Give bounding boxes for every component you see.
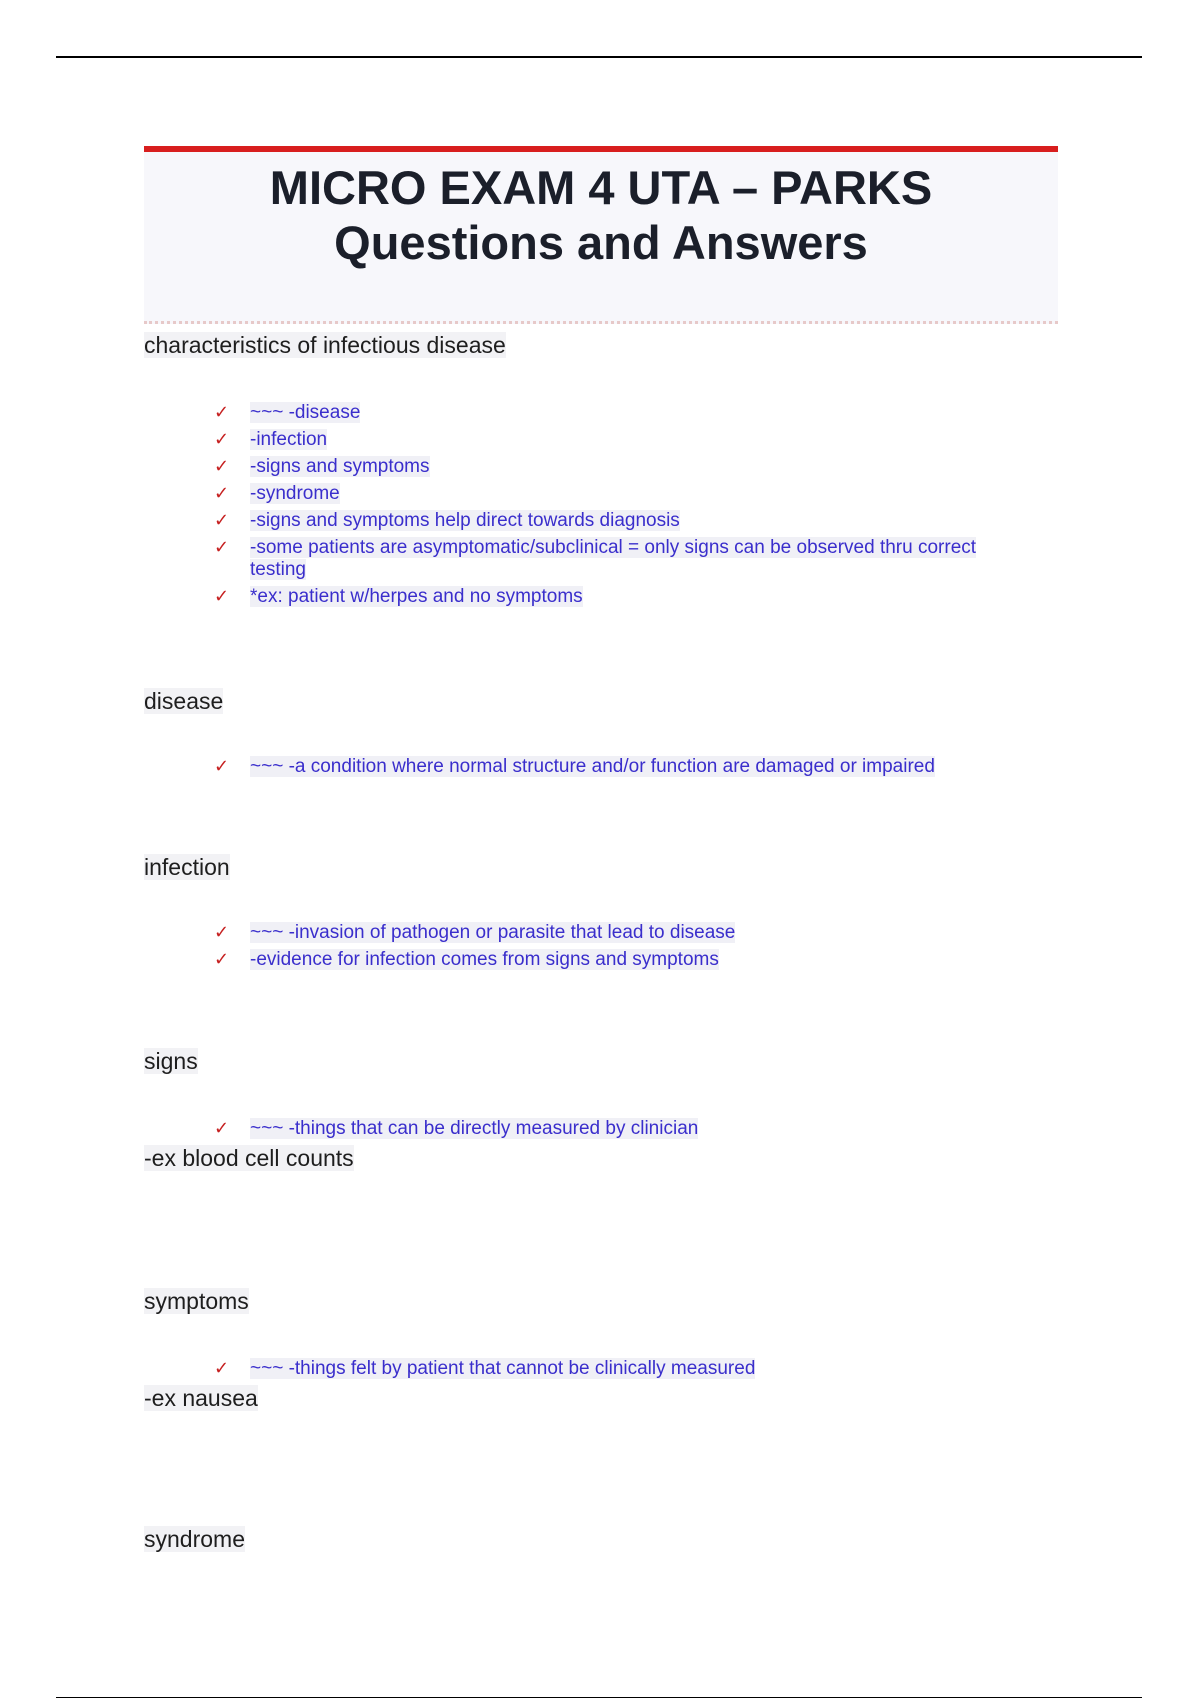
dotted-divider <box>144 321 1058 324</box>
document-title <box>144 160 1058 270</box>
question-term: disease <box>144 688 224 714</box>
qa-section <box>144 1286 1064 1411</box>
checkmark-icon: ✓ <box>214 586 230 607</box>
checkmark-icon: ✓ <box>214 922 230 943</box>
bottom-rule <box>56 1697 1142 1698</box>
answer-item: ✓ ~~~ -invasion of pathogen or parasite that lead to disease <box>214 922 736 943</box>
answer-item: ✓ ~~~ -things felt by patient that cannot be clinically measured <box>214 1358 756 1379</box>
answer-list <box>214 922 1024 976</box>
answer-item: ✓ -infection <box>214 429 328 450</box>
answer-item: ✓ -syndrome <box>214 483 340 504</box>
question-term: characteristics of infectious disease <box>144 332 506 358</box>
answer-list <box>214 1358 1024 1385</box>
checkmark-icon: ✓ <box>214 402 230 423</box>
checkmark-icon: ✓ <box>214 949 230 970</box>
checkmark-icon: ✓ <box>214 510 230 531</box>
answer-note: -ex nausea <box>144 1385 258 1411</box>
title-line-1: MICRO EXAM 4 UTA – PARKS <box>269 161 933 214</box>
question-term: syndrome <box>144 1526 245 1552</box>
question-term: signs <box>144 1048 198 1074</box>
qa-section <box>144 686 1064 777</box>
answer-item: ✓ ~~~ -disease <box>214 402 361 423</box>
answer-item: ✓ *ex: patient w/herpes and no symptoms <box>214 586 583 607</box>
checkmark-icon: ✓ <box>214 456 230 477</box>
answer-note: -ex blood cell counts <box>144 1145 354 1171</box>
answer-list <box>214 756 1024 783</box>
answer-item: ✓ ~~~ -things that can be directly measured by clinician <box>214 1118 699 1139</box>
answer-item: ✓ -evidence for infection comes from signs and symptoms <box>214 949 719 970</box>
question-term: symptoms <box>144 1288 249 1314</box>
checkmark-icon: ✓ <box>214 1118 230 1139</box>
answer-item: ✓ -signs and symptoms help direct towards diagnosis <box>214 510 680 531</box>
qa-section <box>144 1524 1064 1554</box>
question-term: infection <box>144 854 230 880</box>
answer-item: ✓ -some patients are asymptomatic/subclinical = only signs can be observed thru correct testing <box>214 537 977 580</box>
qa-section <box>144 330 1064 607</box>
answer-list <box>214 1118 1024 1145</box>
qa-section <box>144 852 1064 970</box>
document-header <box>144 146 1058 324</box>
qa-section <box>144 1046 1064 1171</box>
top-rule <box>56 56 1142 58</box>
title-line-2: Questions and Answers <box>334 216 868 269</box>
answer-item: ✓ ~~~ -a condition where normal structure and/or function are damaged or impaired <box>214 756 935 777</box>
checkmark-icon: ✓ <box>214 429 230 450</box>
answer-item: ✓ -signs and symptoms <box>214 456 430 477</box>
answer-list <box>214 402 1024 613</box>
checkmark-icon: ✓ <box>214 537 230 558</box>
checkmark-icon: ✓ <box>214 483 230 504</box>
checkmark-icon: ✓ <box>214 756 230 777</box>
checkmark-icon: ✓ <box>214 1358 230 1379</box>
